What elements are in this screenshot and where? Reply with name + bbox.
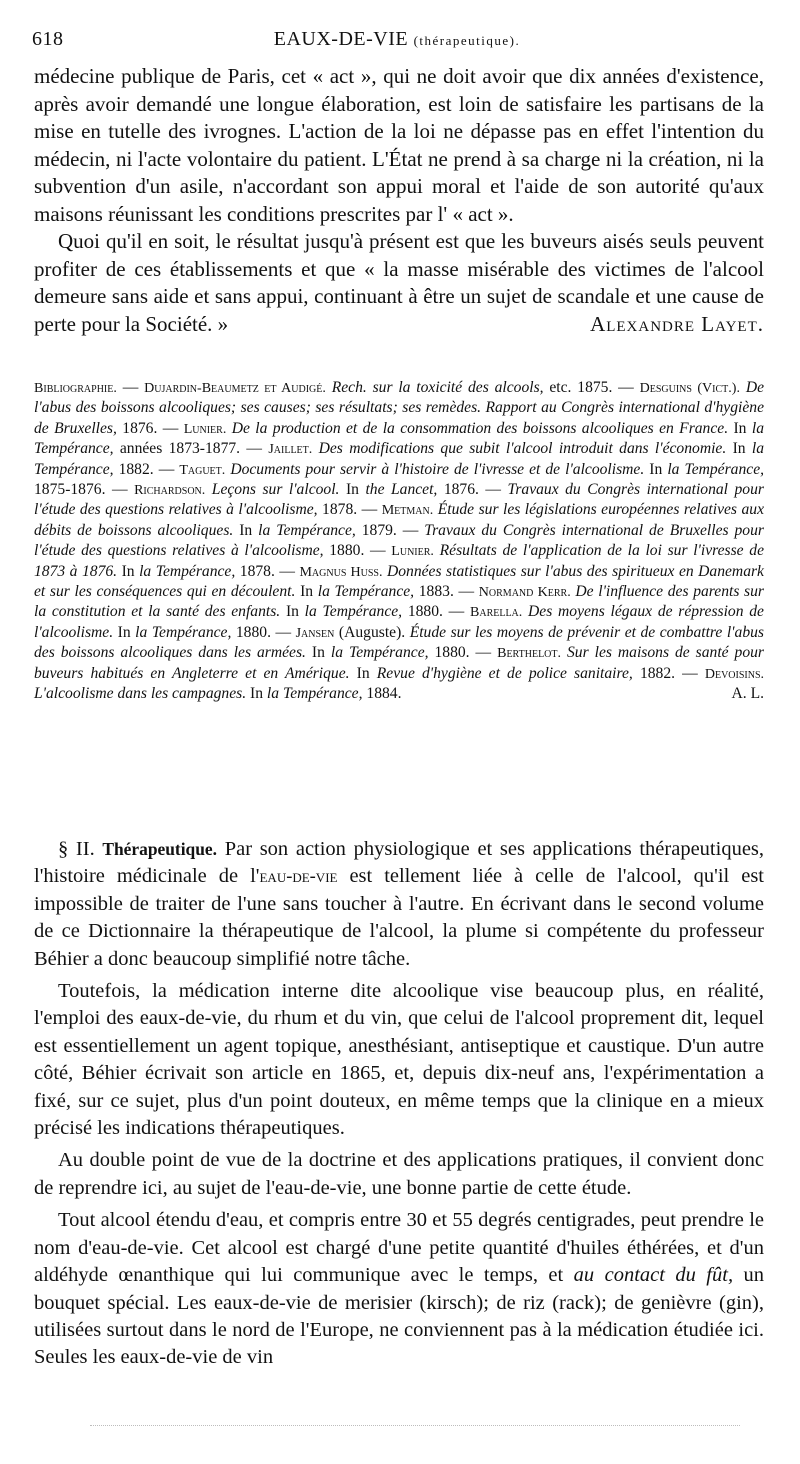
bib-journal: la Tempérance, <box>258 521 356 539</box>
section-paragraph-1-text-a: Par son action physiologique et ses applications thérapeutiques, l'histoire médicinale de l' <box>34 838 765 888</box>
bib-author: Normand Kerr. <box>478 584 571 601</box>
bibliography-label: Bibliographie. <box>34 380 117 396</box>
bib-info: 1880. <box>235 623 271 641</box>
intro-paragraph-2 <box>34 228 764 338</box>
bib-title: De la production et de la consommation des boissons alcooliques en France. <box>231 419 729 437</box>
bib-title: De l'abus des boissons alcooliques; ses causes; ses résultats; ses remèdes. Rapport au Congrès international d'hygiène de Bruxelles, <box>34 379 764 437</box>
bib-title: L'alcoolisme dans les campagnes. <box>34 685 247 703</box>
bottom-rule <box>90 1425 740 1426</box>
bib-author: Barella. <box>469 604 523 621</box>
bib-author: Magnus Huss. <box>299 563 383 580</box>
bib-title: Rech. sur la toxicité des alcools, <box>331 379 544 396</box>
section-paragraph-3: Au double point de vue de la doctrine et des applications pratiques, il convient donc de reprendre ici, au sujet de l'eau-de-vie, une bonne partie de cette étude. <box>34 1149 764 1199</box>
page-number: 618 <box>32 28 64 50</box>
bib-info: 1882. <box>639 664 676 682</box>
bib-info: 1880. <box>329 542 365 560</box>
bib-info: 1882. <box>118 460 154 478</box>
bib-title: Résultats de l'application de la loi sur l'ivresse de 1873 à 1876. <box>34 542 764 580</box>
bib-author: Desguins (Vict.). <box>639 380 740 396</box>
bib-title: Travaux du Congrès international pour l'étude des questions relatives à l'alcoolisme, <box>34 481 764 519</box>
bib-info: 1876. <box>122 419 158 437</box>
bib-journal: la Tempérance, <box>139 562 236 580</box>
bib-journal: la Tempérance, <box>317 583 415 601</box>
bib-title: Des modifications que subit l'alcool introduit dans l'économie. <box>318 440 727 458</box>
bib-title: Données statistiques sur l'abus des spiritueux en Danemark et sur les conséquences qui en découlent. <box>34 562 764 601</box>
bib-info: etc. 1875. <box>549 379 613 396</box>
bib-info: In <box>356 664 370 682</box>
bib-author: Jansen <box>295 624 335 641</box>
bib-title: Étude sur les moyens de prévenir et de combattre l'abus des boissons alcooliques dans les armées. <box>34 623 764 662</box>
section-therapeutique <box>34 836 764 1377</box>
bib-title: De l'influence des parents sur la constitution et la santé des enfants. <box>34 583 764 621</box>
section-paragraph-2: Toutefois, la médication interne dite alcoolique vise beaucoup plus, en réalité, l'emploi des eaux-de-vie, du rhum et du vin, que celui de l'alcool proprement dit, lequel est essentiellement un agent topique, anesthésiant, antiseptique et caustique. D'un autre côté, Béhier écrivait son article en 1865, et, depuis dix-neuf ans, l'expérimentation a fixé, sur ce sujet, plus d'un point douteux, en même temps que la clinique en a mieux précisé les indications thérapeutiques. <box>34 980 764 1140</box>
intro-paragraph-1: médecine publique de Paris, cet « act », qui ne doit avoir que dix années d'existence, après avoir demandé une longue élaboration, est loin de satisfaire les partisans de la mise en tutelle des ivrognes. L'action de la loi ne dépasse pas en effet l'intention du médecin, ni l'acte volontaire du patient. L'État ne prend à sa charge ni la création, ni la subvention d'un asile, n'accordant son appui moral et l'aide de son autorité qu'aux maisons réunissant les conditions prescrites par l' « act ». <box>34 64 764 226</box>
bib-journal: la Tempérance, <box>667 460 765 478</box>
bib-info: 1884. <box>366 685 402 703</box>
bib-info: In <box>733 419 747 437</box>
bib-title: Étude sur les législations européennes relatives aux débits de boissons alcooliques. <box>34 501 764 539</box>
bib-author: Metman. <box>381 502 434 519</box>
section-paragraph-1 <box>34 836 764 973</box>
bib-info: 1878. <box>322 501 358 519</box>
bib-author: Taguet. <box>179 461 226 478</box>
section-marker: § II. <box>58 838 95 860</box>
intro-paragraph-2-text: Quoi qu'il en soit, le résultat jusqu'à présent est que les buveurs aisés seuls peuvent profiter de ces établissements et que « la masse misérable des victimes de l'alcool demeure sans aide et sans appui, continuant à être un sujet de scandale et une cause de perte pour la Société. » <box>34 229 764 336</box>
bib-info: In <box>649 460 663 478</box>
bib-info: 1875-1876. <box>34 481 106 499</box>
bib-journal: la Tempérance, <box>304 603 403 621</box>
bibliography-initials: A. L. <box>731 685 764 703</box>
header-title-sub: (thérapeutique). <box>413 33 521 48</box>
bib-info: In <box>311 644 325 662</box>
bib-title: Leçons sur l'alcool. <box>211 481 340 499</box>
section-title: Thérapeutique. <box>102 839 217 859</box>
bib-info: 1880. <box>407 603 443 621</box>
bib-title: Documents pour servir à l'histoire de l'ivresse et de l'alcoolisme. <box>230 460 645 478</box>
bib-author-firstname: (Auguste). <box>338 623 406 641</box>
bib-journal: la Tempérance, <box>266 685 363 703</box>
bib-author: Dujardin-Beaumetz et Audigé. <box>144 380 326 396</box>
header-title <box>32 28 762 51</box>
bib-title: Travaux du Congrès international de Bruxelles pour l'étude des questions relatives à l'alcoolisme, <box>34 521 764 560</box>
bib-author: Richardson. <box>134 482 206 499</box>
section-paragraph-4-italic: au contact du fût, <box>573 1264 734 1287</box>
bib-author: Jaillet. <box>268 441 313 458</box>
bib-journal: la Tempérance, <box>135 623 232 641</box>
running-header <box>32 28 762 58</box>
bib-author: Lunier. <box>391 543 434 560</box>
bib-author: Lunier. <box>183 420 227 437</box>
section-paragraph-4-text-b: un bouquet spécial. Les eaux-de-vie de merisier (kirsch); de riz (rack); de genièvre (gin), utilisées surtout dans le nord de l'Europe, ne conviennent pas à la médication étudiée ici. Seules les eaux-de-vie de vin <box>34 1264 765 1369</box>
author-signature: Alexandre Layet. <box>590 311 764 336</box>
bib-info: 1879. <box>361 521 397 539</box>
bib-info: In <box>732 440 746 458</box>
bib-info: In <box>285 603 299 621</box>
bib-info: In <box>345 481 359 499</box>
bib-info: In <box>121 562 135 580</box>
bib-info: In <box>239 521 253 539</box>
bib-journal: la Tempérance, <box>34 440 765 478</box>
bib-info: 1878. <box>239 562 275 580</box>
bibliography: Bibliographie. — Dujardin-Beaumetz et Audigé. Rech. sur la toxicité des alcools, etc. 1875. — Desguins (Vict.). De l'abus des boissons alcooliques; ses causes; ses résultats; ses remèdes. Rapport au Congrès international d'hygiène de Bruxelles, 1876. — Lunier. De la production et de la consommation des boissons alcooliques en France. In la Tempérance, années 1873-1877. — Jaillet. Des modifications que subit l'alcool introduit dans l'économie. In la Tempérance, 1882. — Taguet. Documents pour servir à l'histoire de l'ivresse et de l'alcoolisme. In la Tempérance, 1875-1876. — Richardson. Leçons sur l'alcool. In the Lancet, 1876. — Travaux du Congrès international pour l'étude des questions relatives à l'alcoolisme, 1878. — Metman. Étude sur les législations européennes relatives aux débits de boissons alcooliques. In la Tempérance, 1879. — Travaux du Congrès international de Bruxelles pour l'étude des questions relatives à l'alcoolisme, 1880. — Lunier. Résultats de l'application de la loi sur l'ivresse de 1873 à 1876. In la Tempérance, 1878. — Magnus Huss. Données statistiques sur l'abus des spiritueux en Danemark et sur les conséquences qui en découlent. In la Tempérance, 1883. — Normand Kerr. De l'influence des parents sur la constitution et la santé des enfants. In la Tempérance, 1880. — Barella. Des moyens légaux de répression de l'alcoolisme. In la Tempérance, 1880. — Jansen (Auguste). Étude sur les moyens de prévenir et de combattre l'abus des boissons alcooliques dans les armées. In la Tempérance, 1880. — Berthelot. Sur les maisons de santé pour buveurs habitués en Angleterre et en Amérique. In Revue d'hygiène et de police sanitaire, 1882. — Devoisins. L'alcoolisme dans les campagnes. In la Tempérance, 1884. A. L. <box>34 378 764 705</box>
bib-journal: la Tempérance, <box>330 644 429 662</box>
bib-journal: la Tempérance, <box>34 419 764 458</box>
bib-info: 1880. <box>434 644 470 662</box>
section-paragraph-4-text-a: Tout alcool étendu d'eau, et compris entre 30 et 55 degrés centigrades, peut prendre le nom d'eau-de-vie. Cet alcool est chargé d'une petite quantité d'huiles éthérées, et d'un aldéhyde œnanthique qui lui communique avec le temps, et <box>34 1209 764 1287</box>
bib-title: Des moyens légaux de répression de l'alcoolisme. <box>34 603 764 641</box>
section-paragraph-1-term: eau-de-vie <box>259 866 338 887</box>
bib-author: Devoisins. <box>704 665 765 682</box>
bib-author: Berthelot. <box>497 645 562 662</box>
bib-info: In <box>117 623 131 641</box>
bib-info: années 1873-1877. <box>119 440 241 458</box>
intro-text <box>34 63 764 338</box>
header-title-main: EAUX-DE-VIE <box>273 28 409 50</box>
bib-journal: Revue d'hygiène et de police sanitaire, <box>376 664 633 682</box>
bib-info: In <box>300 583 314 601</box>
bib-info: In <box>250 685 264 703</box>
bib-journal: the Lancet, <box>365 481 438 499</box>
section-paragraph-4 <box>34 1207 764 1371</box>
bib-info: 1883. <box>418 583 454 601</box>
section-paragraph-1-text-b: est tellement liée à celle de l'alcool, qu'il est impossible de traiter de l'une sans toucher à l'autre. En écrivant dans le second volume de ce Dictionnaire la thérapeutique de l'alcool, la plume si compétente du professeur Béhier a donc beaucoup simplifié notre tâche. <box>34 865 765 970</box>
bib-title: Sur les maisons de santé pour buveurs habitués en Angleterre et en Amérique. <box>34 644 764 682</box>
bib-info: 1876. <box>443 481 479 499</box>
